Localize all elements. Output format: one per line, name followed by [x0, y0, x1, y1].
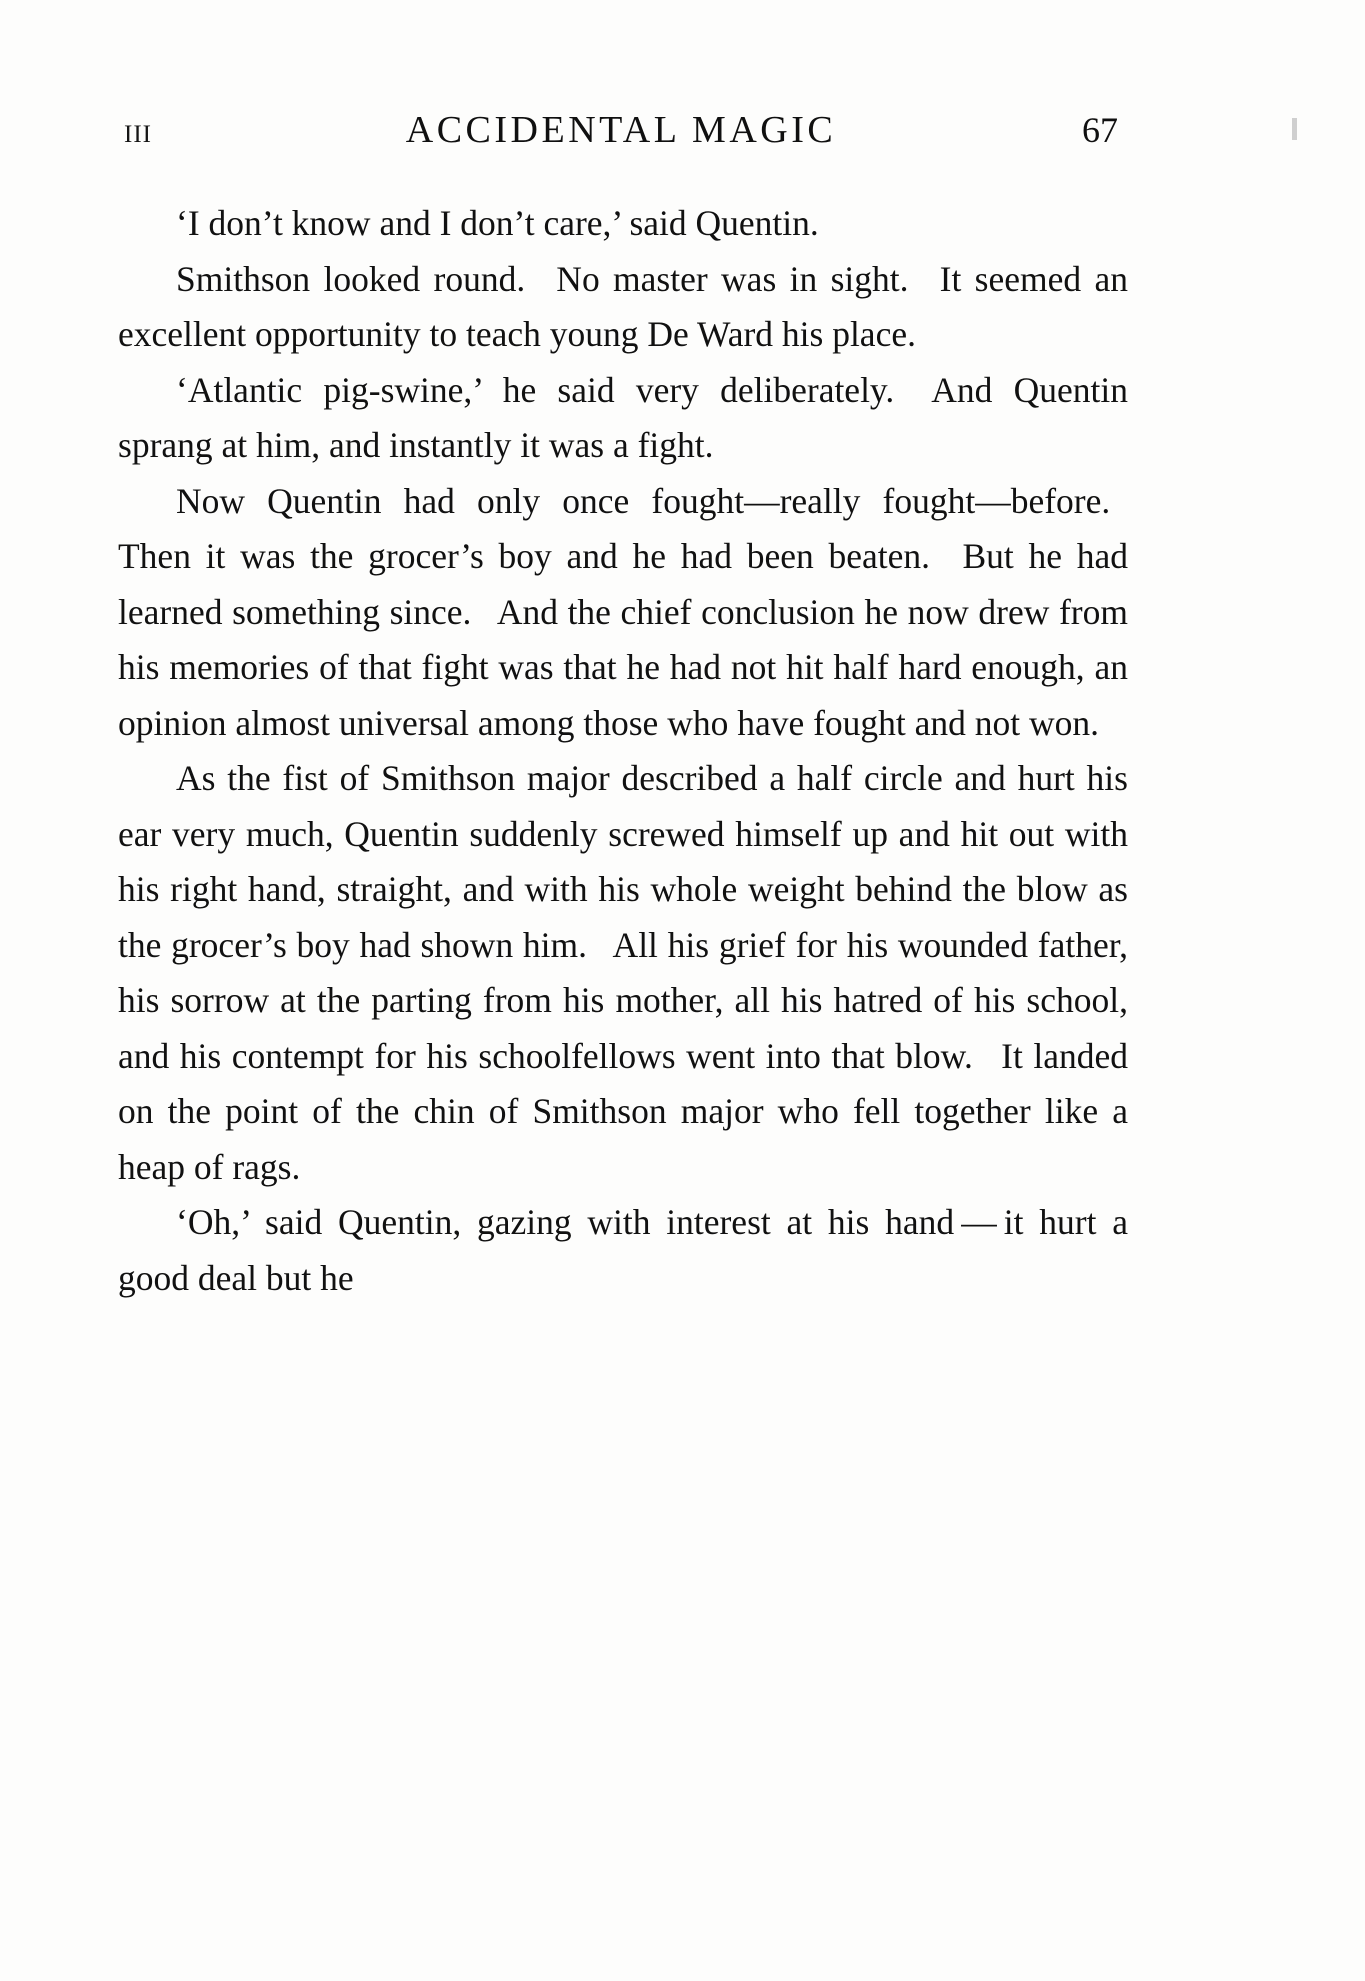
- paragraph: ‘Oh,’ said Quentin, gazing with interest at his hand — it hurt a good deal but he: [118, 1202, 1128, 1298]
- paragraph: As the fist of Smithson major described a half circle and hurt his ear very much, Quentin suddenly screwed himself up and hit out with his right hand, straight, and with his whole weight behind the blow as the grocer’s boy had shown him. All his grief for his wounded father, his sorrow at the parting from his mother, all his hatred of his school, and his contempt for his schoolfellows went into that blow. It landed on the point of the chin of Smithson major who fell together like a heap of rags.: [118, 758, 1128, 1187]
- paragraph: ‘Atlantic pig-swine,’ he said very deliberately. And Quentin sprang at him, and instantly it was a fight.: [118, 369, 1128, 465]
- page-number: 67: [1082, 110, 1118, 150]
- paragraph: Now Quentin had only once fought—really fought—before. Then it was the grocer’s boy and he had been beaten. But he had learned something since. And the chief conclusion he now drew from his memories of that fight was that he had not hit half hard enough, an opinion almost universal among those who have fought and not won.: [118, 480, 1128, 743]
- body-text: [118, 196, 1128, 1306]
- chapter-number: III: [124, 121, 152, 148]
- running-head: [118, 108, 1128, 174]
- page-content: [118, 108, 1128, 1306]
- page-title: ACCIDENTAL MAGIC: [405, 109, 837, 151]
- page-speck: [1292, 118, 1297, 140]
- paragraph: Smithson looked round. No master was in sight. It seemed an excellent opportunity to teach young De Ward his place.: [118, 258, 1128, 354]
- paragraph: ‘I don’t know and I don’t care,’ said Quentin.: [176, 203, 819, 243]
